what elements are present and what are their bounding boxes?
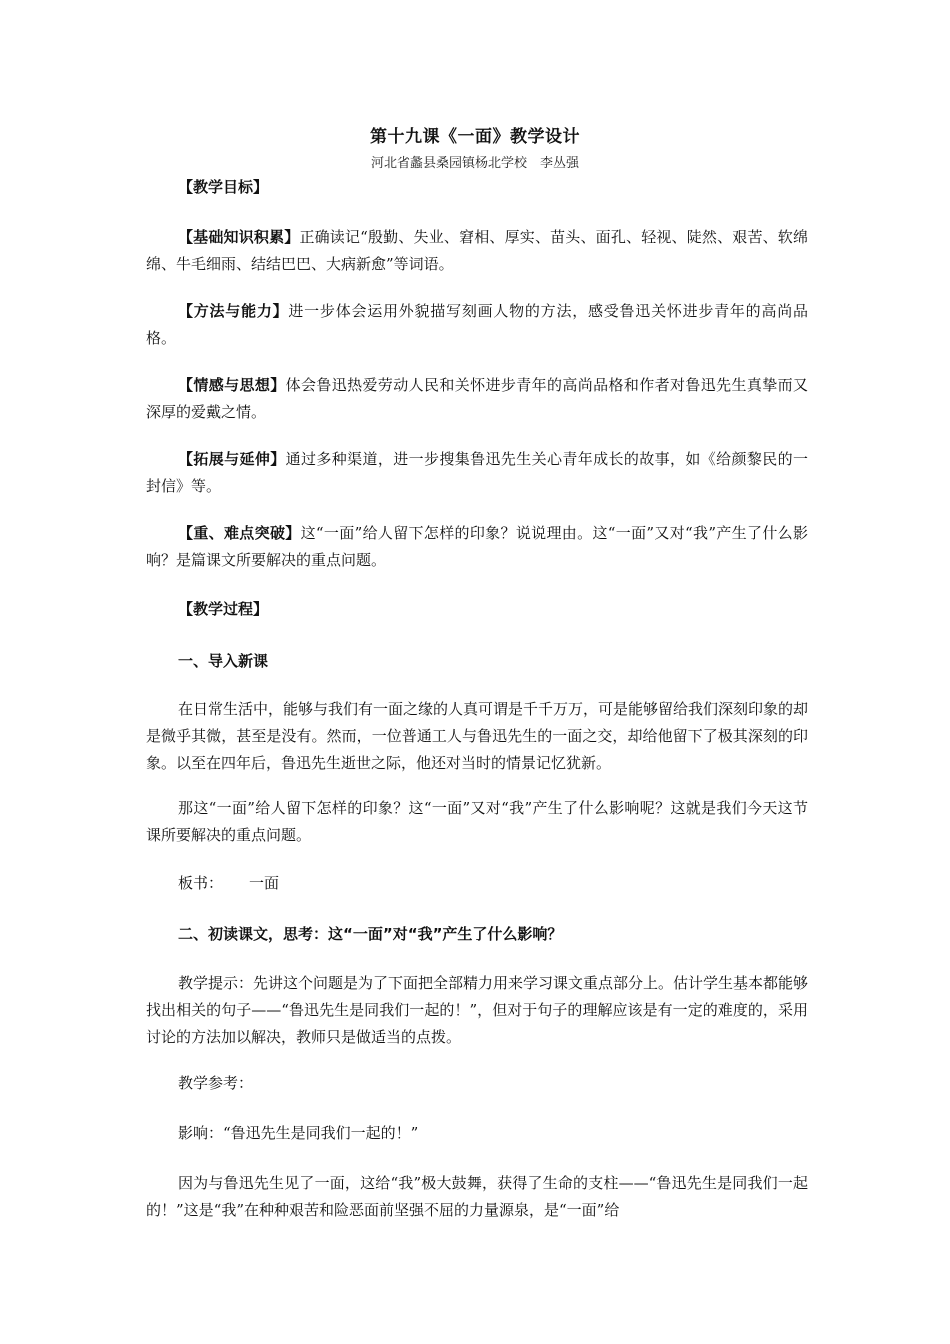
goal-label: 【重、难点突破】 [178, 524, 301, 542]
goal-paragraph-knowledge [146, 224, 808, 278]
goals-heading: 【教学目标】 [178, 178, 269, 196]
goal-paragraph-method [146, 298, 808, 352]
goal-label: 【拓展与延伸】 [178, 450, 286, 468]
board-text: 一面 [249, 874, 280, 892]
section1-heading: 一、导入新课 [178, 652, 269, 670]
board-line [146, 870, 808, 897]
goal-text: 通过多种渠道，进一步搜集鲁迅先生关心青年成长的故事，如《给颜黎民的一封信》等。 [146, 450, 808, 495]
goal-paragraph-emotion [146, 372, 808, 426]
section2-hint: 教学提示：先讲这个问题是为了下面把全部精力用来学习课文重点部分上。估计学生基本都能够找出相关的句子——“鲁迅先生是同我们一起的！”，但对于句子的理解应该是有一定的难度的，采用讨论的方法加以解决，教师只是做适当的点拨。 [146, 974, 809, 1046]
goal-text: 正确读记“殷勤、失业、窘相、厚实、苗头、面孔、轻视、陡然、艰苦、软绵绵、牛毛细雨、结结巴巴、大病新愈”等词语。 [146, 228, 808, 273]
goal-paragraph-extension [146, 446, 808, 500]
section1-paragraph-question: 那这“一面”给人留下怎样的印象？这“一面”又对“我”产生了什么影响呢？这就是我们今天这节课所要解决的重点问题。 [146, 799, 808, 844]
goal-label: 【方法与能力】 [178, 302, 289, 320]
goal-label: 【情感与思想】 [178, 376, 286, 394]
section2-heading: 二、初读课文，思考：这“一面”对“我”产生了什么影响？ [178, 925, 563, 943]
goal-paragraph-keypoints [146, 520, 808, 574]
goal-text: 体会鲁迅热爱劳动人民和关怀进步青年的高尚品格和作者对鲁迅先生真挚而又深厚的爱戴之情。 [146, 376, 808, 421]
document-title: 第十九课《一面》教学设计 [370, 127, 580, 147]
reference-label: 教学参考： [178, 1074, 254, 1092]
final-paragraph: 因为与鲁迅先生见了一面，这给“我”极大鼓舞，获得了生命的支柱——“鲁迅先生是同我们一起的！”这是“我”在种种艰苦和险恶面前坚强不屈的力量源泉，是“一面”给 [146, 1174, 808, 1219]
goal-text: 进一步体会运用外貌描写刻画人物的方法，感受鲁迅关怀进步青年的高尚品格。 [146, 302, 808, 347]
goal-text: 这“一面”给人留下怎样的印象？说说理由。这“一面”又对“我”产生了什么影响？是篇课文所要解决的重点问题。 [146, 524, 808, 569]
board-label: 板书： [178, 874, 224, 892]
influence-line: 影响：“鲁迅先生是同我们一起的！” [178, 1124, 419, 1142]
goal-label: 【基础知识积累】 [178, 228, 300, 246]
process-heading: 【教学过程】 [178, 600, 269, 618]
section1-paragraph-intro: 在日常生活中，能够与我们有一面之缘的人真可谓是千千万万，可是能够留给我们深刻印象的却是微乎其微，甚至是没有。然而，一位普通工人与鲁迅先生的一面之交，却给他留下了极其深刻的印象。以至在四年后，鲁迅先生逝世之际，他还对当时的情景记忆犹新。 [146, 700, 809, 772]
author-line: 河北省蠡县桑园镇杨北学校 李丛强 [370, 156, 579, 171]
